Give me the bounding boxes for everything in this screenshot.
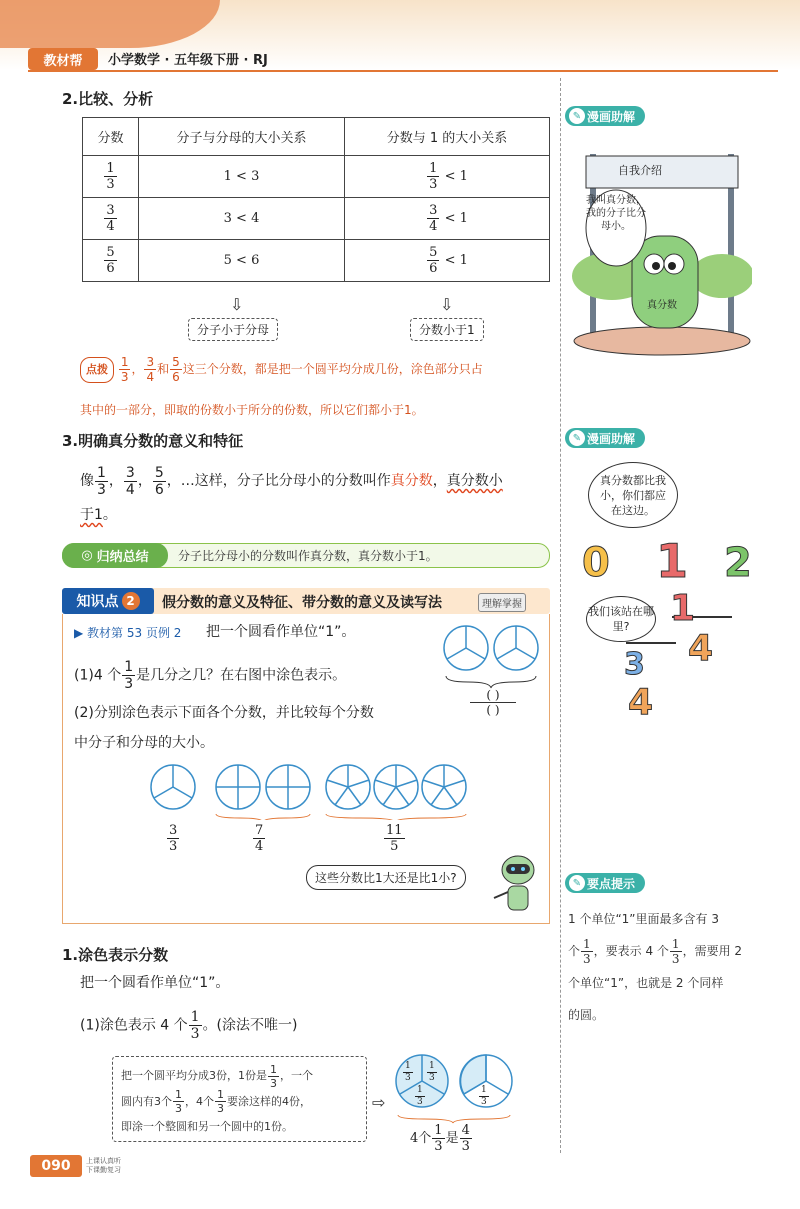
section-title-coloring: 1.涂色表示分数 [62, 946, 169, 964]
fraction: $\frac{1}{3}$ [190, 1009, 200, 1042]
digit-two: 2 [724, 540, 752, 586]
fraction: $\frac{5}{6}$ [172, 355, 180, 384]
fraction: $\frac{7}{4}$ [255, 823, 264, 854]
sidebar-tag-comic: ✎ 漫画助解 [565, 106, 645, 126]
comic-proper-fraction-illustration [572, 136, 752, 358]
coloring-intro: 把一个圆看作单位“1”。 [80, 975, 230, 991]
fraction: $\frac{5}{6}$ [154, 464, 164, 498]
question-1: (1)4 个 $\frac{1}{3}$ 是几分之几？在右图中涂色表示。 [74, 659, 347, 692]
svg-text:3: 3 [624, 647, 645, 682]
term-highlight: 真分数 [390, 473, 433, 489]
question-2-line1: (2)分别涂色表示下面各个分数，并比较每个分数 [74, 705, 374, 721]
fraction: $\frac{1}{3}$ [106, 161, 115, 192]
target-icon: ◎ [81, 548, 93, 563]
section-title-proper-fraction: 3.明确真分数的意义和特征 [62, 432, 244, 450]
coloring-task: (1)涂色表示 4 个 $\frac{1}{3}$ 。(涂法不唯一) [80, 1009, 298, 1042]
fraction: $\frac{1}{3}$ [417, 1085, 423, 1107]
svg-text:1: 1 [670, 588, 696, 629]
table-cell: < 1 [444, 253, 468, 268]
table-row [83, 240, 550, 282]
proper-fraction-definition: 像 $\frac{1}{3}$ ， $\frac{3}{4}$ ， $\frac{5}{6}$ ，…这样，分子比分母小的分数叫作真分数，真分数小 于1。 [80, 464, 503, 523]
summary-tag: ◎ 归纳总结 [62, 543, 168, 568]
table-row [83, 156, 550, 198]
fraction: $\frac{11}{5}$ [386, 823, 403, 854]
lightbulb-icon: ✎ [569, 875, 585, 891]
brand-badge: 教材帮 [28, 48, 98, 70]
dianbo-note-line2: 其中的一部分，即取的份数小于所分的份数，所以它们都小于1。 [80, 403, 424, 417]
knowledge-title: 假分数的意义及特征、带分数的意义及读写法 [162, 595, 442, 611]
table-header: 分数 [83, 118, 139, 156]
comparison-table [82, 117, 550, 282]
table-header: 分子与分母的大小关系 [139, 118, 345, 156]
footer-slogan: 上课认真听 下课勤复习 [86, 1157, 121, 1174]
svg-text:4: 4 [688, 628, 714, 669]
table-cell: < 1 [444, 211, 468, 226]
down-arrow-icon: ⇩ [230, 295, 244, 314]
conclusion-box: 分数小于1 [410, 318, 484, 341]
question-2-line2: 中分子和分母的大小。 [74, 735, 214, 751]
fraction: $\frac{3}{3}$ [169, 823, 178, 854]
lightbulb-icon: ✎ [569, 108, 585, 124]
example-intro: 把一个圆看作单位“1”。 [206, 624, 356, 640]
page-number: 090 [30, 1155, 82, 1177]
fraction: $\frac{1}{3}$ [270, 1062, 277, 1090]
table-cell: 1 < 3 [139, 156, 345, 198]
result-statement: 4个 $\frac{1}{3}$ 是 $\frac{4}{3}$ [410, 1123, 470, 1154]
comic-bubble: 真分数都比我小，你们都应在这边。 [588, 462, 678, 528]
digit-one: 1 [656, 534, 689, 588]
tip-text: 1 个单位“1”里面最多含有 3 个 $\frac{1}{3}$ ，要表示 4 个 $\frac{1}{3}$ ，需要用 2 个单位“1”，也就是 2 个同样 的圆。 [568, 912, 743, 1022]
comic-bubble: 我叫真分数，我的分子比分母小。 [586, 195, 646, 232]
fraction: $\frac{5}{6}$ [429, 245, 438, 276]
fraction: $\frac{3}{4}$ [146, 355, 155, 384]
fraction: $\frac{3}{4}$ [429, 203, 438, 234]
fraction: $\frac{1}{3}$ [405, 1061, 411, 1083]
level-badge: 理解掌握 [478, 593, 526, 612]
conclusion-box: 分子小于分母 [188, 318, 278, 341]
right-arrow-icon: ⇨ [372, 1093, 386, 1112]
down-arrow-icon: ⇩ [440, 295, 454, 314]
fraction: $\frac{1}{3}$ [124, 659, 134, 692]
answer-blank[interactable]: ( ) ( ) [470, 688, 516, 717]
fraction: $\frac{5}{6}$ [106, 245, 115, 276]
fraction: $\frac{1}{3}$ [429, 161, 438, 192]
header-divider [28, 70, 778, 72]
sidebar-tag-tips: ✎ 要点提示 [565, 873, 645, 893]
table-cell: 5 < 6 [139, 240, 345, 282]
fraction: $\frac{1}{3}$ [120, 355, 129, 384]
svg-text:4: 4 [628, 682, 654, 720]
section-title-compare: 2.比较、分析 [62, 90, 154, 108]
dianbo-note: 点拨 $\frac{1}{3}$ ， $\frac{3}{4}$ 和 $\frac{5}{6}$ 这三个分数，都是把一个圆平均分成几份，涂色部分只占 [80, 356, 550, 383]
table-cell: < 1 [444, 169, 468, 184]
table-header: 分数与 1 的大小关系 [345, 118, 550, 156]
fraction: $\frac{3}{4}$ [125, 464, 135, 498]
summary-text: 分子比分母小的分数叫作真分数，真分数小于1。 [178, 549, 438, 563]
table-header-row [83, 118, 550, 156]
textbook-reference: ▶ 教材第 53 页例 2 [74, 626, 182, 640]
fraction: $\frac{3}{4}$ [106, 203, 115, 234]
comic-character-label: 真分数 [647, 300, 677, 311]
book-title: 小学数学 · 五年级下册 · RJ [108, 53, 268, 68]
knowledge-tag: 知识点 2 [62, 588, 154, 614]
table-row [83, 198, 550, 240]
robot-speech-bubble: 这些分数比1大还是比1小? [306, 865, 466, 890]
fraction: $\frac{1}{3}$ [481, 1085, 487, 1107]
sidebar-tag-comic: ✎ 漫画助解 [565, 428, 645, 448]
digit-zero: 0 [582, 540, 610, 586]
table-cell: 3 < 4 [139, 198, 345, 240]
explanation-box: 把一个圆平均分成3份，1份是 $\frac{1}{3}$ ，一个 圆内有3个 $\frac{1}{3}$ ，4个 $\frac{1}{3}$ 要涂这样的4份， 即涂一个整圆和另一个圆中的1份。 [112, 1056, 367, 1142]
robot-mascot-icon [488, 850, 544, 916]
column-divider [560, 78, 561, 1153]
fraction: $\frac{1}{3}$ [97, 464, 106, 498]
fraction: $\frac{1}{3}$ [429, 1061, 435, 1083]
fraction-digit-characters [620, 580, 730, 720]
fraction: $\frac{1}{3}$ [175, 1088, 182, 1115]
fraction: $\frac{1}{3}$ [217, 1088, 224, 1115]
dianbo-badge: 点拨 [80, 357, 114, 383]
q2-circles-diagram [140, 760, 480, 820]
comic-sign: 自我介绍 [618, 164, 662, 177]
lightbulb-icon: ✎ [569, 430, 585, 446]
comic-bubble: 我们该站在哪里? [586, 596, 656, 642]
